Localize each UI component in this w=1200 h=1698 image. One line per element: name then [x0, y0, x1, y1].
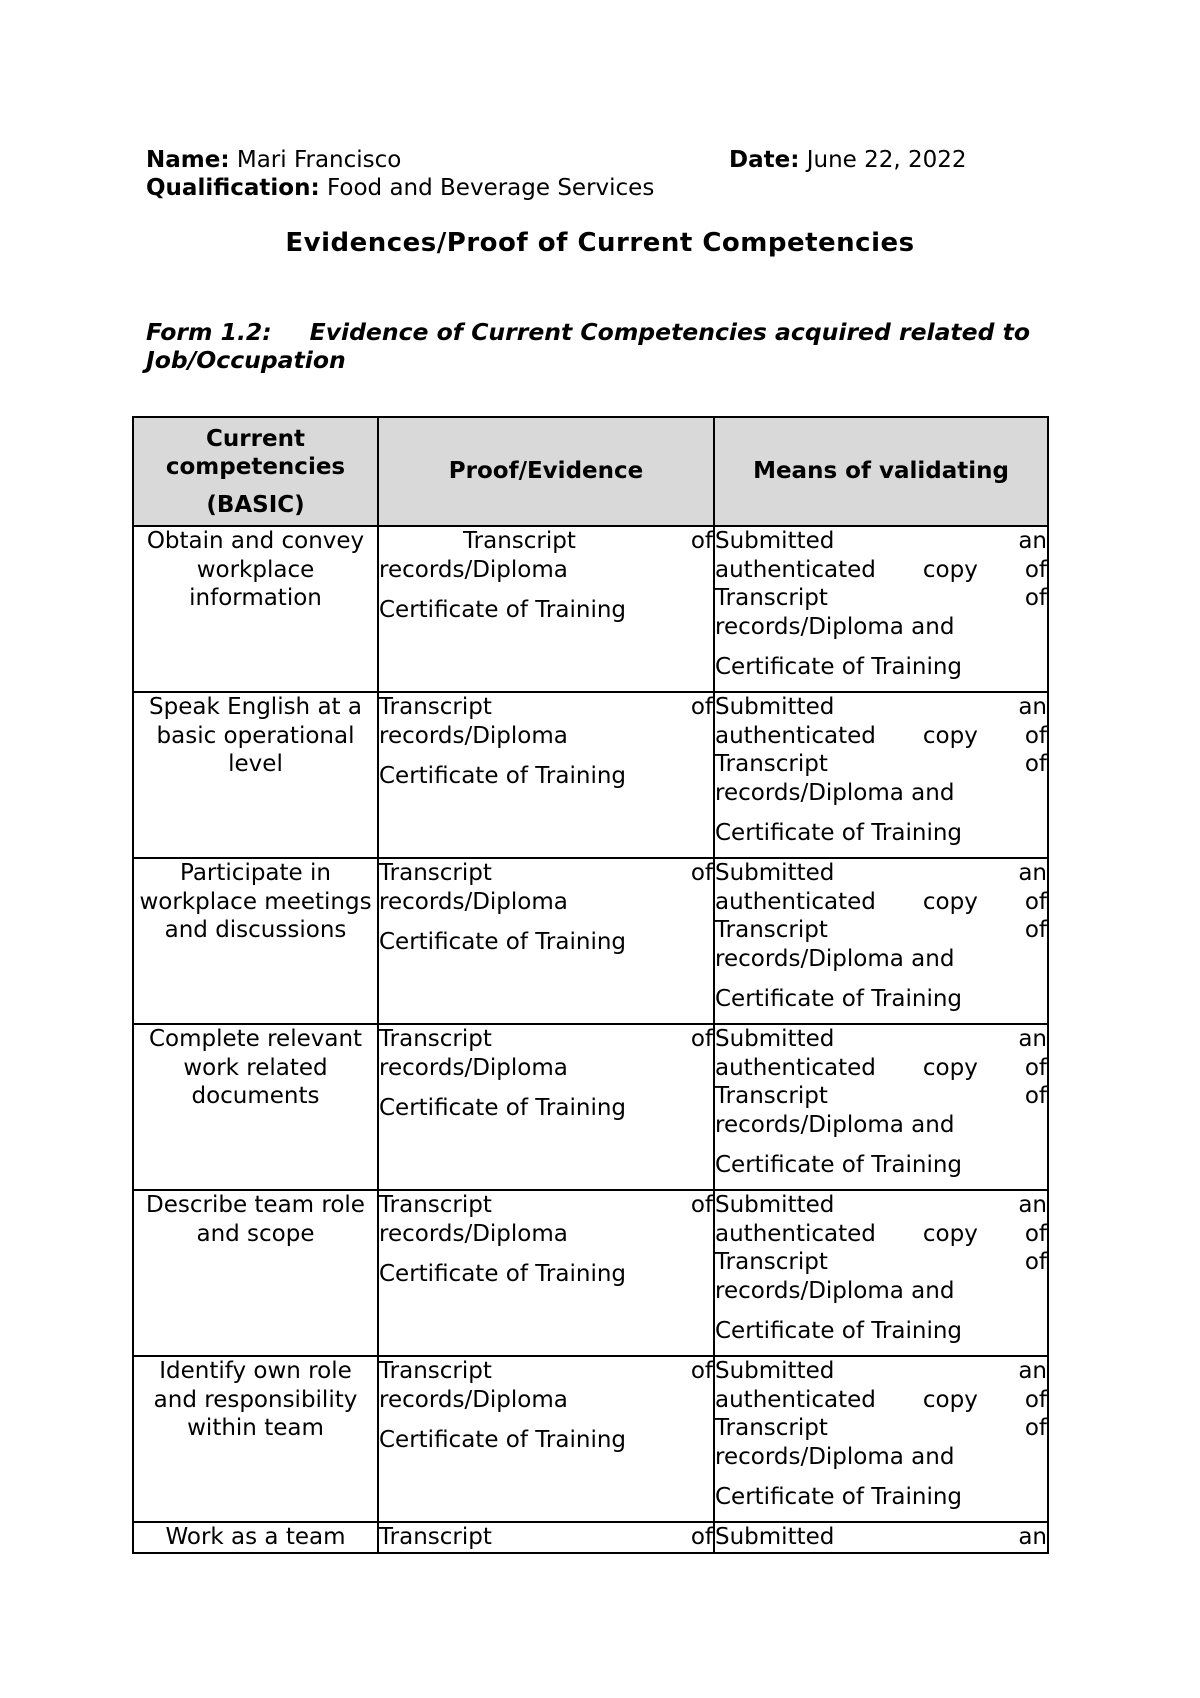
means-word: authenticated: [715, 556, 876, 583]
competency-cell: [133, 1522, 378, 1553]
competencies-table: [132, 416, 1049, 1554]
means-word: authenticated: [715, 1054, 876, 1081]
competency-text: Complete relevant work related documents: [148, 1026, 363, 1109]
means-word: an: [1018, 528, 1047, 554]
means-word: copy: [922, 1386, 978, 1413]
means-word: Submitted: [715, 1026, 835, 1052]
proof-word: Transcript: [379, 694, 492, 720]
table-row: [133, 1190, 1048, 1356]
means-word: of: [1024, 751, 1047, 777]
means-line: Certificate of Training: [715, 820, 963, 846]
means-word: an: [1018, 1026, 1047, 1052]
means-line: records/Diploma and: [715, 1443, 955, 1470]
proof-line: records/Diploma: [379, 1386, 568, 1413]
competency-cell: [133, 1356, 378, 1522]
competency-text: Obtain and convey workplace information: [146, 528, 365, 611]
header-comp-line2: competencies: [165, 453, 346, 480]
proof-word: of: [690, 1026, 713, 1052]
competency-text: Identify own role and responsibility within team: [153, 1358, 358, 1441]
header-comp-line1: Current: [206, 425, 305, 452]
means-word: authenticated: [715, 1386, 876, 1413]
table-row: [133, 692, 1048, 858]
means-word: authenticated: [715, 888, 876, 915]
name-label: Name:: [146, 147, 230, 173]
means-word: Submitted: [715, 694, 835, 720]
proof-cell: [378, 1522, 714, 1553]
header-current-competencies: [133, 417, 378, 526]
means-line: Certificate of Training: [715, 1318, 963, 1344]
date-line: [729, 146, 967, 174]
header-comp-line3: (BASIC): [206, 491, 305, 518]
proof-word: Transcript: [379, 1358, 492, 1384]
proof-line: Certificate of Training: [379, 597, 627, 623]
means-word: Transcript: [715, 1083, 828, 1109]
proof-line: Certificate of Training: [379, 1427, 627, 1453]
means-word: of: [1024, 1054, 1047, 1081]
means-word: an: [1018, 1358, 1047, 1384]
means-word: Transcript: [715, 751, 828, 777]
means-word: of: [1024, 1386, 1047, 1413]
proof-line: records/Diploma: [379, 888, 568, 915]
competency-cell: [133, 858, 378, 1024]
means-word: Transcript: [715, 1415, 828, 1441]
means-word: of: [1024, 1415, 1047, 1441]
means-word: an: [1018, 1192, 1047, 1218]
header-proof-evidence: Proof/Evidence: [378, 417, 714, 526]
proof-line: records/Diploma: [379, 1220, 568, 1247]
proof-word: Transcript: [463, 528, 576, 554]
proof-cell: [378, 1024, 714, 1190]
proof-word: of: [690, 1192, 713, 1218]
proof-cell: [378, 1190, 714, 1356]
proof-word: of: [690, 1524, 713, 1550]
competency-text: Speak English at a basic operational level: [149, 694, 362, 777]
qualification-line: [146, 174, 654, 202]
table-row: [133, 858, 1048, 1024]
proof-word: of: [690, 860, 713, 886]
means-cell: [714, 1522, 1048, 1553]
means-word: an: [1018, 860, 1047, 886]
proof-word: of: [690, 694, 713, 720]
means-word: of: [1024, 585, 1047, 611]
form-title-line1: Evidence of Current Competencies acquired related to: [309, 318, 1030, 346]
proof-cell: [378, 692, 714, 858]
table-row: [133, 1024, 1048, 1190]
means-word: Submitted: [715, 1524, 835, 1550]
means-line: Certificate of Training: [715, 1484, 963, 1510]
competency-text: Participate in workplace meetings and discussions: [139, 860, 372, 943]
proof-line: records/Diploma: [379, 722, 568, 749]
means-word: an: [1018, 1524, 1047, 1550]
means-word: Submitted: [715, 1358, 835, 1384]
means-word: authenticated: [715, 722, 876, 749]
table-row: [133, 1522, 1048, 1553]
means-cell: [714, 1190, 1048, 1356]
means-word: copy: [922, 1054, 978, 1081]
means-word: copy: [922, 888, 978, 915]
table-row: [133, 526, 1048, 692]
proof-word: of: [690, 528, 713, 554]
means-word: Submitted: [715, 528, 835, 554]
means-line: Certificate of Training: [715, 1152, 963, 1178]
means-word: of: [1024, 1083, 1047, 1109]
means-word: an: [1018, 694, 1047, 720]
proof-word: of: [690, 1358, 713, 1384]
name-value: Mari Francisco: [236, 147, 402, 173]
means-word: Submitted: [715, 860, 835, 886]
competency-cell: [133, 526, 378, 692]
competency-cell: [133, 1190, 378, 1356]
means-line: records/Diploma and: [715, 945, 955, 972]
means-line: records/Diploma and: [715, 1111, 955, 1138]
means-line: records/Diploma and: [715, 613, 955, 640]
means-line: Certificate of Training: [715, 654, 963, 680]
date-label: Date:: [729, 147, 800, 173]
means-cell: [714, 1024, 1048, 1190]
qualification-label: Qualification:: [146, 175, 320, 201]
competency-text: Describe team role and scope: [146, 1192, 365, 1247]
table-header-row: [133, 417, 1048, 526]
means-word: copy: [922, 556, 978, 583]
proof-line: Certificate of Training: [379, 1095, 627, 1121]
proof-line: Certificate of Training: [379, 1261, 627, 1287]
proof-cell: [378, 1356, 714, 1522]
form-number: Form 1.2:: [146, 318, 272, 346]
proof-line: records/Diploma: [379, 1054, 568, 1081]
competency-text: Work as a team: [165, 1524, 346, 1550]
qualification-value: Food and Beverage Services: [326, 175, 655, 201]
name-line: [146, 146, 401, 174]
means-word: copy: [922, 1220, 978, 1247]
means-line: records/Diploma and: [715, 1277, 955, 1304]
document-title: Evidences/Proof of Current Competencies: [285, 228, 915, 258]
form-title: [146, 318, 1066, 374]
means-word: of: [1024, 917, 1047, 943]
proof-line: Certificate of Training: [379, 763, 627, 789]
proof-word: Transcript: [379, 1192, 492, 1218]
proof-line: records/Diploma: [379, 556, 568, 583]
means-word: authenticated: [715, 1220, 876, 1247]
competency-cell: [133, 1024, 378, 1190]
date-value: June 22, 2022: [806, 147, 967, 173]
means-line: records/Diploma and: [715, 779, 955, 806]
proof-cell: [378, 526, 714, 692]
means-cell: [714, 526, 1048, 692]
means-cell: [714, 692, 1048, 858]
means-word: of: [1024, 556, 1047, 583]
means-word: of: [1024, 722, 1047, 749]
means-word: of: [1024, 888, 1047, 915]
means-word: copy: [922, 722, 978, 749]
means-line: Certificate of Training: [715, 986, 963, 1012]
means-cell: [714, 858, 1048, 1024]
proof-line: Certificate of Training: [379, 929, 627, 955]
means-word: Transcript: [715, 585, 828, 611]
means-word: Submitted: [715, 1192, 835, 1218]
table-row: [133, 1356, 1048, 1522]
means-word: of: [1024, 1220, 1047, 1247]
means-word: Transcript: [715, 1249, 828, 1275]
proof-word: Transcript: [379, 1026, 492, 1052]
proof-word: Transcript: [379, 1524, 492, 1550]
means-cell: [714, 1356, 1048, 1522]
proof-word: Transcript: [379, 860, 492, 886]
competency-cell: [133, 692, 378, 858]
form-title-line2: Job/Occupation: [146, 346, 346, 374]
means-word: Transcript: [715, 917, 828, 943]
means-word: of: [1024, 1249, 1047, 1275]
proof-cell: [378, 858, 714, 1024]
header-means-of-validating: Means of validating: [714, 417, 1048, 526]
